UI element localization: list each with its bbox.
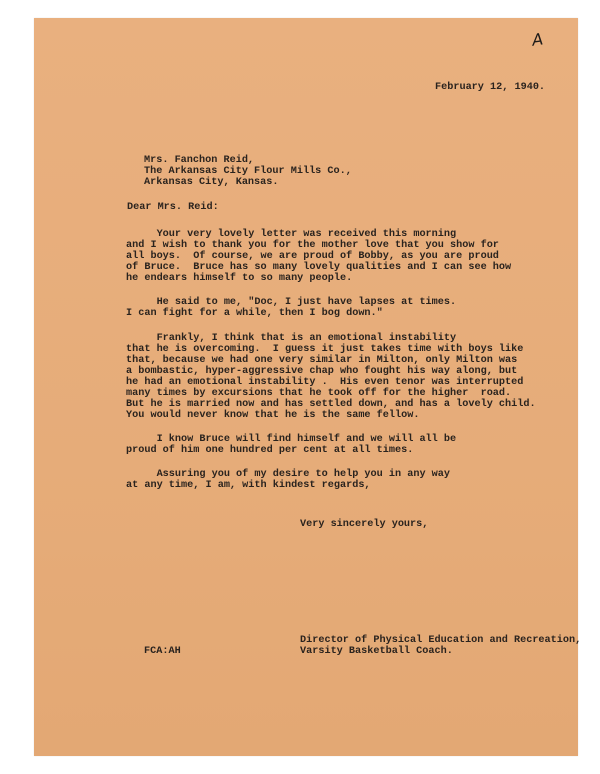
paragraph-line: Your very lovely letter was received this morning	[126, 229, 457, 240]
paragraph-line: proud of him one hundred per cent at all times.	[126, 445, 414, 456]
handwritten-mark: A	[530, 29, 545, 50]
closing: Very sincerely yours,	[300, 519, 429, 530]
paragraph-line: that he is overcoming. I guess it just takes time with boys like	[126, 344, 524, 355]
paragraph-line: and I wish to thank you for the mother love that you show for	[126, 240, 499, 251]
paragraph-line: all boys. Of course, we are proud of Bobby, as you are proud	[126, 251, 499, 262]
paragraph-line: he had an emotional instability . His even tenor was interrupted	[126, 377, 524, 388]
paragraph-line: Assuring you of my desire to help you in any way	[126, 469, 451, 480]
paragraph-line: that, because we had one very similar in Milton, only Milton was	[126, 355, 518, 366]
letter-date: February 12, 1940.	[435, 82, 546, 93]
paragraph-line: Frankly, I think that is an emotional instability	[126, 333, 457, 344]
letter-page	[34, 18, 582, 756]
reference-initials: FCA:AH	[144, 646, 181, 657]
address-line: Mrs. Fanchon Reid,	[144, 155, 255, 166]
address-line: Arkansas City, Kansas.	[144, 177, 279, 188]
paragraph-line: a bombastic, hyper-aggressive chap who fought his way along, but	[126, 366, 518, 377]
paragraph-line: of Bruce. Bruce has so many lovely qualities and I can see how	[126, 262, 512, 273]
signature-title: Director of Physical Education and Recreation,	[300, 635, 582, 646]
paragraph-line: He said to me, "Doc, I just have lapses at times.	[126, 297, 457, 308]
paragraph-line: I can fight for a while, then I bog down."	[126, 308, 383, 319]
paragraph-line: at any time, I am, with kindest regards,	[126, 480, 371, 491]
paragraph-line: I know Bruce will find himself and we will all be	[126, 434, 457, 445]
paragraph-line: But he is married now and has settled down, and has a lovely child.	[126, 399, 536, 410]
address-line: The Arkansas City Flour Mills Co.,	[144, 166, 352, 177]
signature-title: Varsity Basketball Coach.	[300, 646, 453, 657]
paragraph-line: many times by excursions that he took off for the higher road.	[126, 388, 512, 399]
salutation: Dear Mrs. Reid:	[127, 202, 219, 213]
paragraph-line: You would never know that he is the same fellow.	[126, 410, 420, 421]
paragraph-line: he endears himself to so many people.	[126, 273, 353, 284]
